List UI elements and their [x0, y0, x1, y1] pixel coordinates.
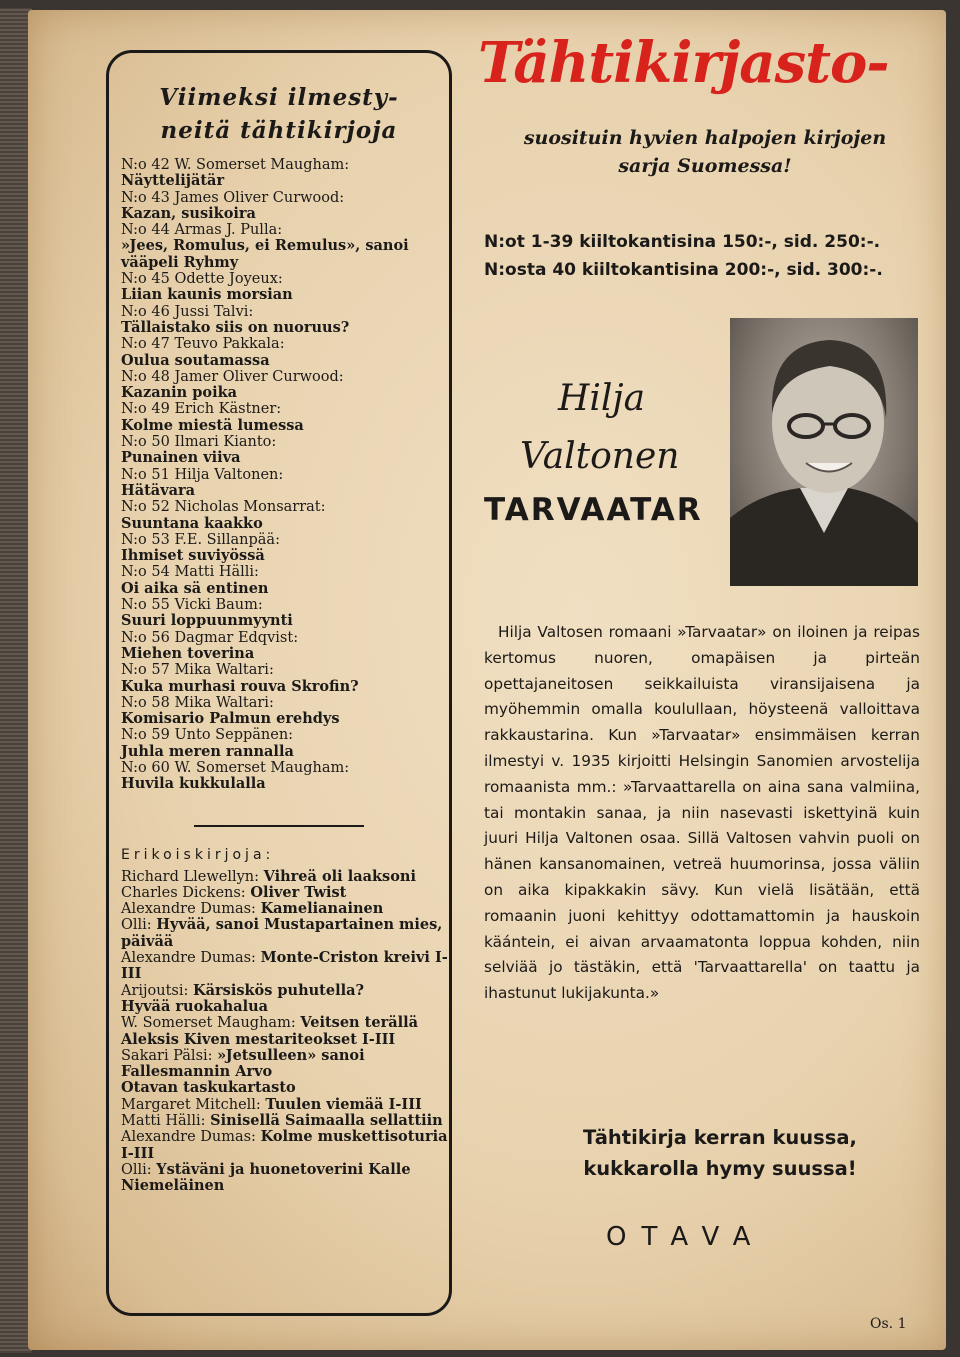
list-item-title: Hyvää, sanoi Mustapartainen mies, päivää — [121, 916, 443, 950]
book-list-item — [121, 695, 449, 728]
book-list-item — [121, 271, 449, 304]
list-item-author: Olli: — [121, 917, 152, 934]
list-item-title: Otavan taskukartasto — [121, 1079, 296, 1097]
special-books-heading: Erikoiskirjoja: — [121, 846, 275, 863]
list-item-title: Sinisellä Saimaalla sellattiin — [210, 1112, 443, 1130]
book-list-item — [121, 727, 449, 760]
price-info: N:ot 1-39 kiiltokantisina 150:-, sid. 250:-. N:osta 40 kiiltokantisina 200:-, sid. 300:-. — [484, 232, 883, 280]
list-item-title: Liian kaunis morsian — [121, 286, 293, 304]
list-item-author: N:o 49 Erich Kästner: — [121, 401, 282, 418]
list-item-title: »Jees, Romulus, ei Remulus», sanoi vääpeli Ryhmy — [121, 237, 409, 271]
list-item-author: Alexandre Dumas: — [121, 901, 256, 918]
book-list-item — [121, 467, 449, 500]
series-title: Tähtikirjasto- — [478, 30, 889, 96]
list-item-title: Hätävara — [121, 481, 196, 499]
book-list-item — [121, 369, 449, 402]
list-item-author: Alexandre Dumas: — [121, 950, 256, 967]
book-list-item — [121, 532, 449, 565]
book-list-item — [121, 983, 449, 999]
list-item-author: Matti Hälli: — [121, 1113, 206, 1130]
book-list-item — [121, 1048, 449, 1081]
list-item-author: N:o 60 W. Somerset Maugham: — [121, 759, 350, 776]
special-books-list — [121, 869, 449, 1195]
list-item-title: Tuulen viemää I-III — [265, 1095, 422, 1113]
list-item-author: N:o 53 F.E. Sillanpää: — [121, 531, 280, 548]
list-item-title: Kuka murhasi rouva Skrofin? — [121, 677, 359, 695]
list-item-title: Ystäväni ja huonetoverini Kalle Niemeläinen — [121, 1160, 411, 1195]
list-item-author: N:o 58 Mika Waltari: — [121, 694, 274, 711]
book-list-item — [121, 917, 449, 950]
book-title: TARVAATAR — [484, 492, 703, 528]
book-author: Hilja Valtonen — [520, 378, 680, 477]
book-list-item — [121, 336, 449, 369]
book-list-item — [121, 901, 449, 917]
book-list-item — [121, 760, 449, 793]
list-item-title: Suuri loppuunmyynti — [121, 612, 293, 630]
list-item-title: Kolme muskettisoturia I-III — [121, 1128, 448, 1162]
list-item-title: Vihreä oli laaksoni — [263, 867, 416, 885]
list-item-author: W. Somerset Maugham: — [121, 1015, 296, 1032]
list-item-title: Kärsiskös puhutella? — [193, 981, 365, 999]
list-item-author: N:o 51 Hilja Valtonen: — [121, 466, 284, 483]
book-list-item — [121, 1015, 449, 1031]
book-list-item — [121, 597, 449, 630]
book-list-item — [121, 630, 449, 663]
list-item-author: N:o 57 Mika Waltari: — [121, 662, 274, 679]
book-list-item — [121, 1032, 449, 1048]
list-item-author: Olli: — [121, 1161, 152, 1178]
list-item-title: Aleksis Kiven mestariteokset I-III — [121, 1030, 396, 1048]
list-item-author: N:o 43 James Oliver Curwood: — [121, 189, 345, 206]
list-item-author: N:o 45 Odette Joyeux: — [121, 271, 283, 288]
list-item-author: N:o 50 Ilmari Kianto: — [121, 434, 277, 451]
list-item-author: Richard Llewellyn: — [121, 868, 260, 885]
list-item-title: Oliver Twist — [250, 883, 347, 901]
list-item-title: Kazan, susikoira — [121, 204, 256, 222]
book-list-item — [121, 869, 449, 885]
book-list-item — [121, 434, 449, 467]
list-item-author: N:o 55 Vicki Baum: — [121, 597, 263, 614]
divider — [194, 825, 364, 827]
list-item-title: Oulua soutamassa — [121, 351, 270, 369]
author-portrait — [730, 318, 918, 586]
book-list-item — [121, 1162, 449, 1195]
list-item-author: Charles Dickens: — [121, 884, 246, 901]
list-item-title: Veitsen terällä — [300, 1014, 419, 1032]
list-item-title: Suuntana kaakko — [121, 514, 263, 532]
list-item-title: Monte-Criston kreivi I-III — [121, 949, 448, 983]
list-item-title: Juhla meren rannalla — [121, 742, 294, 760]
list-item-author: Arijoutsi: — [121, 982, 189, 999]
list-item-title: »Jetsulleen» sanoi Fallesmannin Arvo — [121, 1046, 365, 1081]
list-item-title: Näyttelijätär — [121, 172, 225, 190]
book-list-item — [121, 1097, 449, 1113]
list-item-title: Punainen viiva — [121, 449, 241, 467]
book-list-item — [121, 499, 449, 532]
list-item-author: N:o 47 Teuvo Pakkala: — [121, 336, 285, 353]
book-list-item — [121, 662, 449, 695]
list-item-title: Tällaistako siis on nuoruus? — [121, 318, 350, 336]
book-list-item — [121, 401, 449, 434]
cover-code: Os. 1 — [870, 1316, 907, 1332]
list-item-author: N:o 56 Dagmar Edqvist: — [121, 629, 299, 646]
book-list-item — [121, 1129, 449, 1162]
list-item-title: Kolme miestä lumessa — [121, 416, 304, 434]
book-list-item — [121, 190, 449, 223]
slogan: Tähtikirja kerran kuussa, kukkarolla hymy suussa! — [583, 1126, 857, 1180]
book-list-item — [121, 950, 449, 983]
book-list-item — [121, 1113, 449, 1129]
list-item-title: Miehen toverina — [121, 644, 255, 662]
list-item-author: N:o 52 Nicholas Monsarrat: — [121, 499, 326, 516]
list-item-title: Oi aika sä entinen — [121, 579, 269, 597]
book-list-item — [121, 999, 449, 1015]
book-list-item — [121, 304, 449, 337]
recent-books-panel — [106, 50, 452, 1316]
list-item-author: Margaret Mitchell: — [121, 1096, 261, 1113]
list-item-author: N:o 46 Jussi Talvi: — [121, 303, 254, 320]
publisher-name: OTAVA — [606, 1222, 766, 1252]
list-item-author: Alexandre Dumas: — [121, 1129, 256, 1146]
list-item-title: Ihmiset suviyössä — [121, 547, 265, 565]
list-item-author: N:o 54 Matti Hälli: — [121, 564, 259, 581]
recent-books-heading: Viimeksi ilmesty- neitä tähtikirjoja — [159, 84, 399, 144]
list-item-title: Kazanin poika — [121, 384, 238, 402]
list-item-title: Huvila kukkulalla — [121, 775, 266, 793]
list-item-author: N:o 44 Armas J. Pulla: — [121, 222, 283, 239]
list-item-author: N:o 59 Unto Seppänen: — [121, 727, 294, 744]
list-item-author: N:o 48 Jamer Oliver Curwood: — [121, 368, 344, 385]
book-list-item — [121, 564, 449, 597]
book-list-item — [121, 1080, 449, 1096]
recent-books-list — [121, 157, 449, 793]
book-list-item — [121, 885, 449, 901]
book-list-item — [121, 157, 449, 190]
series-subtitle: suosituin hyvien halpojen kirjojen sarja Suomessa! — [523, 127, 887, 177]
list-item-title: Komisario Palmun erehdys — [121, 710, 340, 728]
list-item-title: Hyvää ruokahalua — [121, 997, 269, 1015]
list-item-author: Sakari Pälsi: — [121, 1047, 213, 1064]
book-description: Hilja Valtosen romaani »Tarvaatar» on iloinen ja reipas kertomus nuoren, omapäisen ja pirteän opettajaneitosen seikkailuista viransijaisena ja myöhemmin omalla koulullaan, höysteenä valloittava rakkaustarina. Kun »Tarvaatar» ensimmäisen kerran ilmestyi v. 1935 kirjoitti Helsingin Sanomien arvostelija romaanista mm.: »Tarvaattarella on aina sana valmiina, tai montakin sanaa, ja niin nasevasti iskettyinä kuin juuri Hilja Valtonen osaa. Sillä Valtosen vahvin puoli on hänen kansanomainen, vetreä huumorinsa, jossa väliin on aika kipakkakin sävy. Kun vielä lisätään, että romaanin juoni kehittyy odottamattomin ja hauskoin käántein, ei aivan arvaamatonta loppua kohden, niin selviää jo tästäkin, että 'Tarvaattarella' on taattu ja ihastunut lukijakunta.» — [484, 623, 920, 1003]
list-item-author: N:o 42 W. Somerset Maugham: — [121, 157, 350, 173]
book-list-item — [121, 222, 449, 271]
portrait-image — [730, 318, 918, 586]
list-item-title: Kamelianainen — [260, 900, 384, 918]
